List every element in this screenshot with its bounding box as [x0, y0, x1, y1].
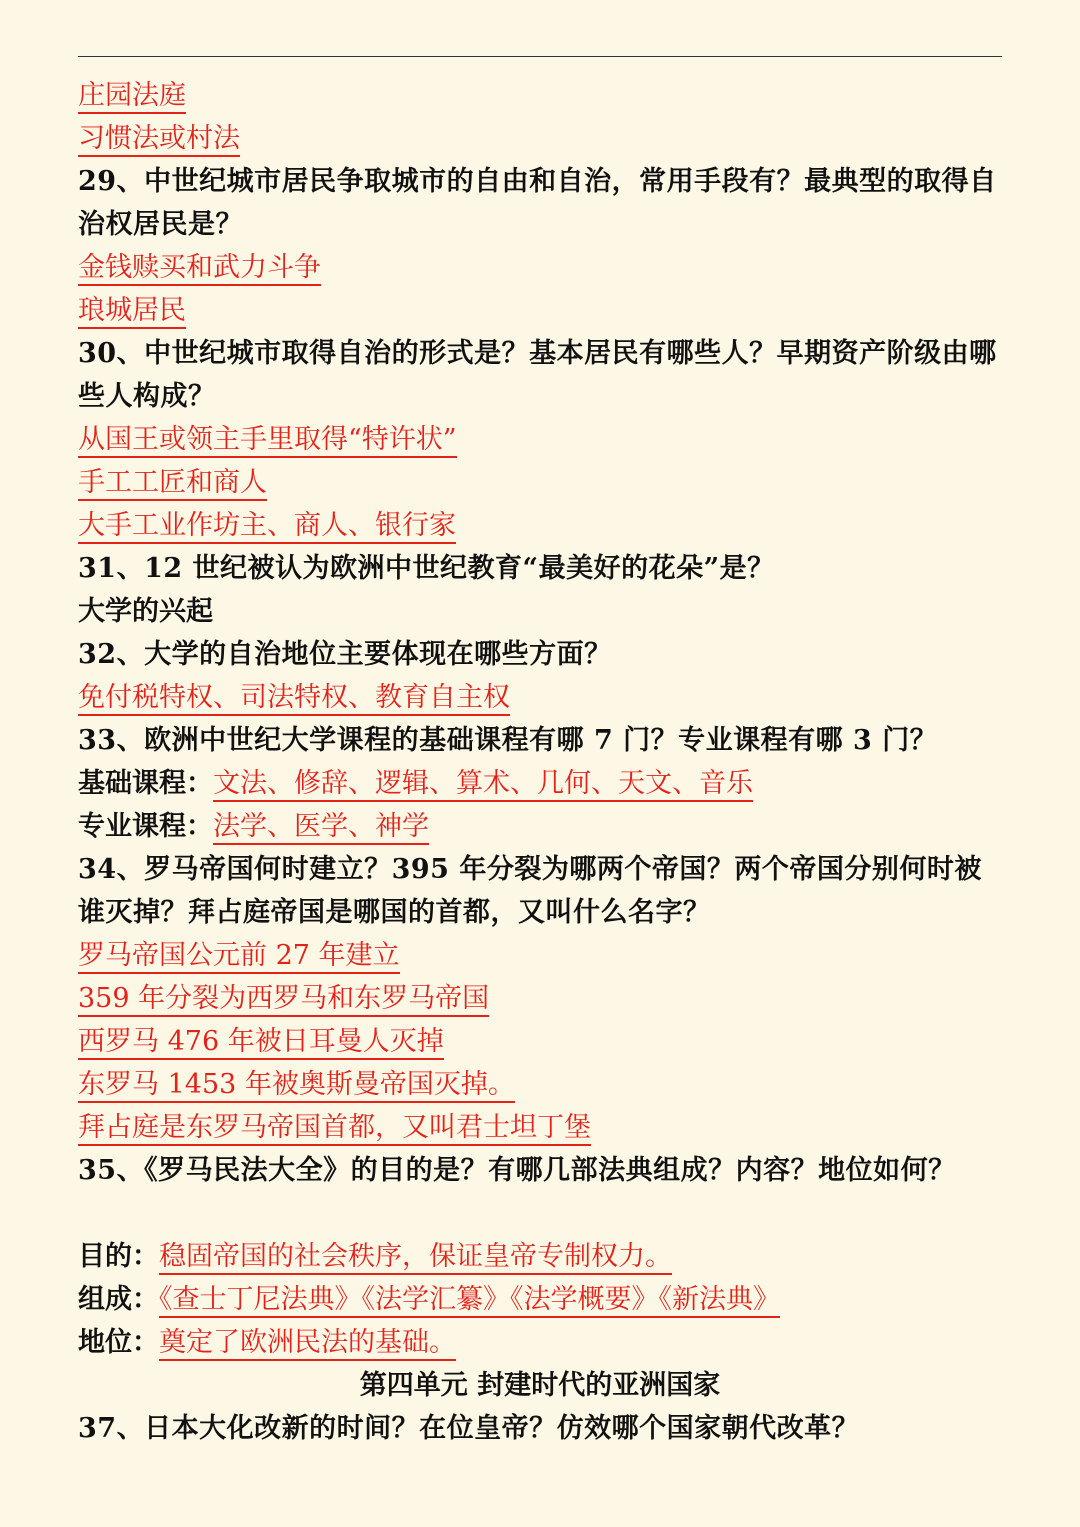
pro-courses-answer: 法学、医学、神学 [213, 811, 429, 845]
composition-label: 组成： [78, 1284, 159, 1315]
answer-text: 罗马帝国公元前 27 年建立 [78, 940, 400, 974]
question-30: 30、中世纪城市取得自治的形式是？基本居民有哪些人？早期资产阶级由哪些人构成？ [78, 338, 997, 412]
answer-line [78, 461, 1002, 504]
answer-text: 琅城居民 [78, 295, 186, 329]
answer-line [78, 676, 1002, 719]
answer-line [78, 1063, 1002, 1106]
question-32: 32、大学的自治地位主要体现在哪些方面？ [78, 639, 612, 670]
status-label: 地位： [78, 1327, 159, 1358]
answer-text: 习惯法或村法 [78, 123, 240, 157]
answer-line [78, 117, 1002, 160]
purpose-line [78, 1235, 1002, 1278]
answer-text: 免付税特权、司法特权、教育自主权 [78, 682, 510, 716]
answer-text: 西罗马 476 年被日耳曼人灭掉 [78, 1026, 444, 1060]
status-line [78, 1321, 1002, 1364]
answer-text: 从国王或领主手里取得“特许状” [78, 424, 457, 458]
status-answer: 奠定了欧洲民法的基础。 [159, 1327, 456, 1361]
composition-answer: 《查士丁尼法典》《法学汇纂》《法学概要》《新法典》 [159, 1284, 780, 1318]
basic-courses-label: 基础课程： [78, 768, 213, 799]
basic-courses-line [78, 762, 1002, 805]
composition-line [78, 1278, 1002, 1321]
question-31: 31、12 世纪被认为欧洲中世纪教育“最美好的花朵”是？ [78, 553, 775, 584]
basic-courses-answer: 文法、修辞、逻辑、算术、几何、天文、音乐 [213, 768, 753, 802]
answer-line [78, 1106, 1002, 1149]
question-34: 34、罗马帝国何时建立？395 年分裂为哪两个帝国？两个帝国分别何时被谁灭掉？拜占庭帝国是哪国的首都，又叫什么名字？ [78, 854, 982, 928]
answer-line [78, 934, 1002, 977]
answer-text: 庄园法庭 [78, 80, 186, 114]
pro-courses-label: 专业课程： [78, 811, 213, 842]
answer-line [78, 977, 1002, 1020]
answer-text: 东罗马 1453 年被奥斯曼帝国灭掉。 [78, 1069, 515, 1103]
answer-text: 手工工匠和商人 [78, 467, 267, 501]
answer-line [78, 246, 1002, 289]
document-body [78, 74, 1002, 1450]
answer-text: 359 年分裂为西罗马和东罗马帝国 [78, 983, 489, 1017]
question-37: 37、日本大化改新的时间？在位皇帝？仿效哪个国家朝代改革？ [78, 1413, 860, 1444]
question-35: 35、《罗马民法大全》的目的是？有哪几部法典组成？内容？地位如何？ [78, 1155, 956, 1186]
answer-line [78, 289, 1002, 332]
answer-line [78, 1020, 1002, 1063]
top-divider [78, 56, 1002, 57]
answer-31-plain: 大学的兴起 [78, 596, 213, 627]
pro-courses-line [78, 805, 1002, 848]
answer-text: 大手工业作坊主、商人、银行家 [78, 510, 456, 544]
question-29: 29、中世纪城市居民争取城市的自由和自治，常用手段有？最典型的取得自治权居民是？ [78, 166, 997, 240]
question-33: 33、欧洲中世纪大学课程的基础课程有哪 7 门？专业课程有哪 3 门？ [78, 725, 938, 756]
purpose-answer: 稳固帝国的社会秩序，保证皇帝专制权力。 [159, 1241, 672, 1275]
answer-line [78, 418, 1002, 461]
answer-line [78, 74, 1002, 117]
answer-line [78, 504, 1002, 547]
answer-text: 金钱赎买和武力斗争 [78, 252, 321, 286]
purpose-label: 目的： [78, 1241, 159, 1272]
answer-text: 拜占庭是东罗马帝国首都，又叫君士坦丁堡 [78, 1112, 591, 1146]
unit-heading: 第四单元 封建时代的亚洲国家 [359, 1370, 721, 1401]
